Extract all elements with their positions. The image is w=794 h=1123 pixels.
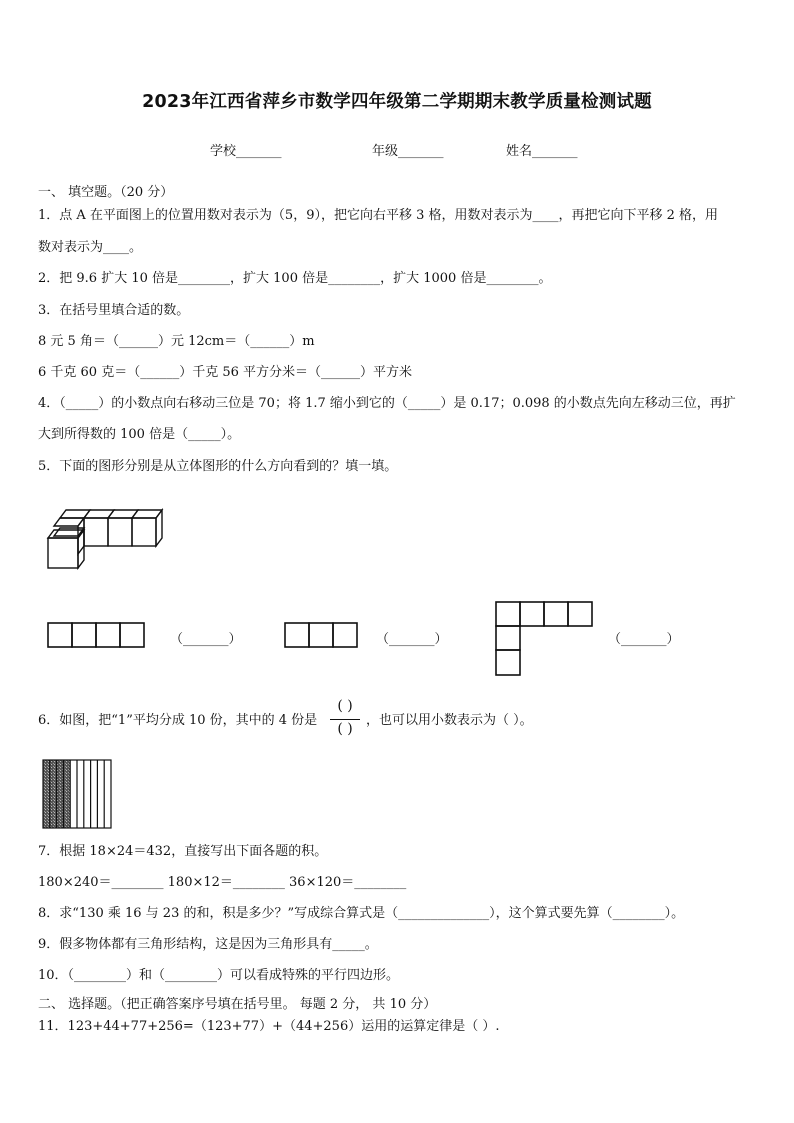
view-1-answer-blank[interactable]: （_______） <box>170 632 242 647</box>
ten-strips-figure <box>42 758 114 830</box>
question-7-row: 180×240＝________ 180×12＝________ 36×120＝________ <box>38 875 407 890</box>
section-2-heading: 二、 选择题。（把正确答案序号填在括号里。 每题 2 分， 共 10 分） <box>38 997 437 1012</box>
fraction-numerator[interactable]: ( ) <box>337 698 353 714</box>
school-field: 学校_______ <box>210 144 282 159</box>
page-title: 2023年江西省萍乡市数学四年级第二学期期末教学质量检测试题 <box>142 92 652 112</box>
question-10: 10．（________）和（________）可以看成特殊的平行四边形。 <box>38 968 400 983</box>
view-3-answer-blank[interactable]: （_______） <box>608 632 680 647</box>
question-4-line-2: 大到所得数的 100 倍是（_____）。 <box>38 427 241 442</box>
question-4-line-1: 4．（_____）的小数点向右移动三位是 70；将 1.7 缩小到它的（_____）是 0.17；0.098 的小数点先向左移动三位，再扩 <box>38 396 736 411</box>
question-11: 11．123+44+77+256=（123+77）+（44+256）运用的运算定律是（ ）. <box>38 1019 500 1034</box>
name-field: 姓名_______ <box>506 144 578 159</box>
question-3: 3．在括号里填合适的数。 <box>38 303 190 318</box>
question-2: 2．把 9.6 扩大 10 倍是________，扩大 100 倍是________，扩大 1000 倍是________。 <box>38 271 552 286</box>
question-1-line-1: 1．点 A 在平面图上的位置用数对表示为（5，9），把它向右平移 3 格，用数对表示为____，再把它向下平移 2 格，用 <box>38 208 719 223</box>
question-6-text-continued: ，也可以用小数表示为（ ）。 <box>366 713 533 728</box>
fraction-bar <box>330 719 360 720</box>
question-7: 7．根据 18×24＝432，直接写出下面各题的积。 <box>38 844 328 859</box>
view-four-squares <box>47 622 147 648</box>
question-6-text: 6．如图，把“1”平均分成 10 份，其中的 4 份是 <box>38 713 318 728</box>
question-6-fraction <box>328 698 362 742</box>
view-2-answer-blank[interactable]: （_______） <box>376 632 448 647</box>
grade-field: 年级_______ <box>372 144 444 159</box>
cube-solid-figure <box>46 508 176 572</box>
question-3-row-2: 6 千克 60 克＝（______）千克 56 平方分米＝（______）平方米 <box>38 365 413 380</box>
question-5: 5．下面的图形分别是从立体图形的什么方向看到的？填一填。 <box>38 459 398 474</box>
fraction-denominator[interactable]: ( ) <box>337 721 353 737</box>
question-8: 8．求“130 乘 16 与 23 的和，积是多少？”写成综合算式是（______________），这个算式要先算（________）。 <box>38 906 685 921</box>
question-9: 9．假多物体都有三角形结构，这是因为三角形具有_____。 <box>38 937 378 952</box>
question-3-row-1: 8 元 5 角＝（______）元 12cm＝（______）m <box>38 334 315 349</box>
view-l-shape <box>495 601 595 677</box>
section-1-heading: 一、 填空题。（20 分） <box>38 185 174 200</box>
view-three-squares <box>284 622 360 648</box>
question-1-line-2: 数对表示为____。 <box>38 240 143 255</box>
